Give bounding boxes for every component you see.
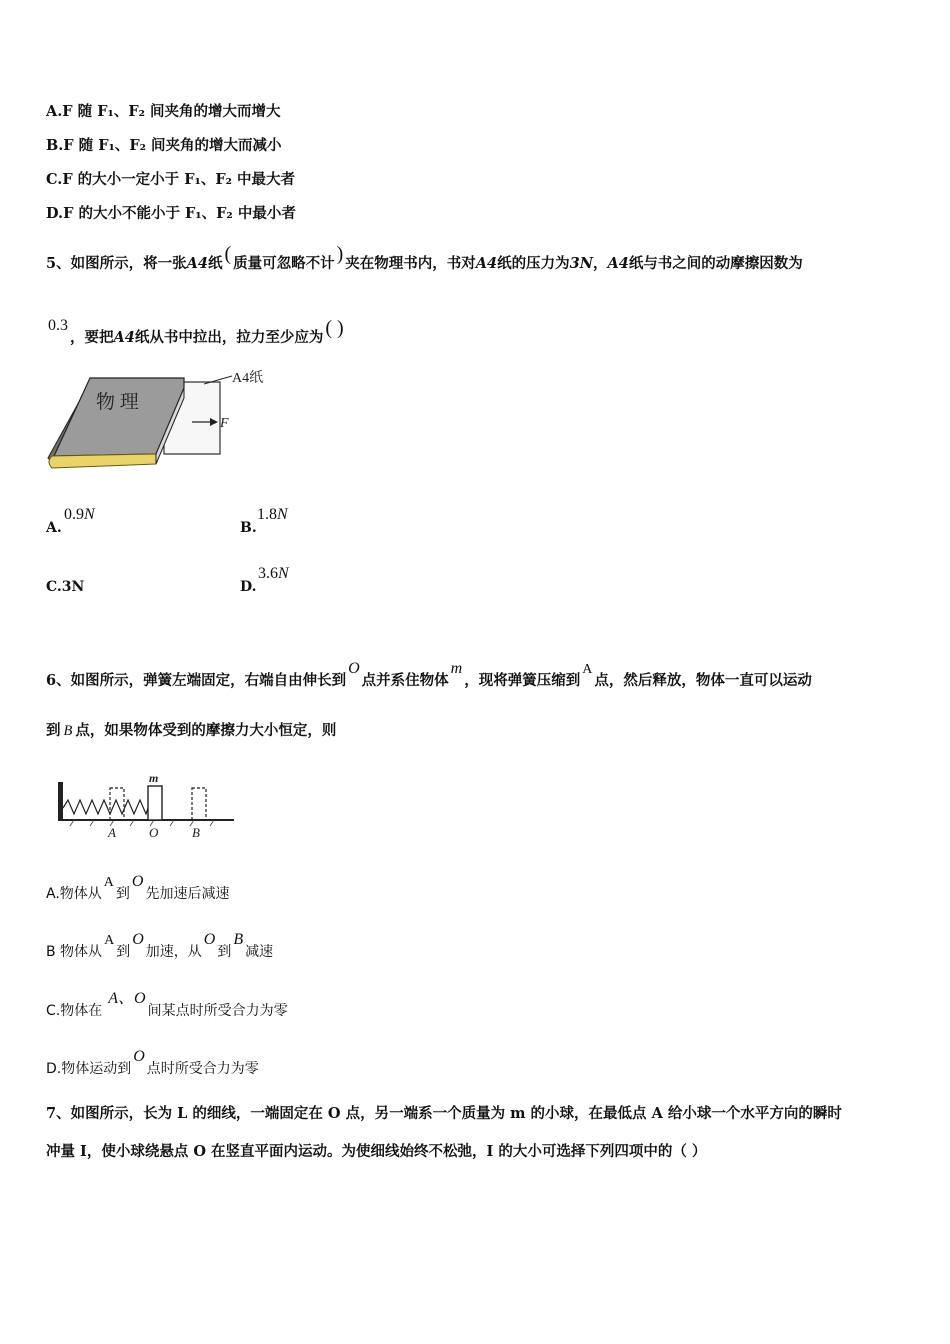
point-o-label: O bbox=[149, 825, 159, 840]
book-title: 物 理 bbox=[96, 392, 139, 413]
mass-label: m bbox=[149, 771, 159, 785]
q7-stem-line2: 冲量 I，使小球绕悬点 O 在竖直平面内运动。为使细线始终不松弛，I 的大小可选择下列四项中的（ ） bbox=[46, 1143, 707, 1160]
q5-option-b-value: 1.8N bbox=[257, 506, 288, 523]
spring-figure bbox=[44, 760, 244, 846]
q5-option-a-value: 0.9N bbox=[64, 506, 95, 523]
a4-label: A4纸 bbox=[232, 371, 264, 386]
q6-option-c: C.物体在A、O间某点时所受合力为零 bbox=[46, 990, 288, 1019]
block-at-b bbox=[192, 788, 206, 820]
q5-option-b-label: B. bbox=[240, 520, 257, 536]
q4-option-a: A.F 随 F₁、F₂ 间夹角的增大而增大 bbox=[46, 103, 281, 120]
point-a-label: A bbox=[108, 825, 116, 840]
q6-option-a: A.物体从A到O先加速后减速 bbox=[46, 873, 230, 902]
q6-stem-line1: 6、如图所示，弹簧左端固定，右端自由伸长到O点并系住物体m，现将弹簧压缩到A点，然后释放，物体一直可以运动 bbox=[46, 660, 812, 689]
book-figure bbox=[44, 364, 284, 476]
wall bbox=[58, 782, 63, 820]
spring bbox=[63, 800, 148, 814]
q5-option-d-label: D. bbox=[240, 579, 257, 595]
q6-option-b: B 物体从A到O加速，从O到B减速 bbox=[46, 931, 274, 960]
q5-stem-line2: 0.3，要把A4纸从书中拉出，拉力至少应为 ( ) bbox=[48, 317, 344, 346]
friction-coefficient: 0.3 bbox=[48, 317, 68, 334]
q5-stem-line1: 5、如图所示，将一张A4纸 ( 质量可忽略不计 ) 夹在物理书内，书对A4纸的压力为3N，A4纸与书之间的动摩擦因数为 bbox=[46, 243, 803, 272]
q5-option-c-label: C.3N bbox=[46, 579, 85, 595]
point-b-label: B bbox=[192, 825, 200, 840]
q5-option-d-value: 3.6N bbox=[258, 565, 289, 582]
q7-stem-line1: 7、如图所示，长为 L 的细线，一端固定在 O 点，另一端系一个质量为 m 的小球，在最低点 A 给小球一个水平方向的瞬时 bbox=[46, 1105, 842, 1122]
q4-option-d: D.F 的大小不能小于 F₁、F₂ 中最小者 bbox=[46, 205, 296, 222]
block-at-o bbox=[148, 786, 162, 820]
book-pages bbox=[49, 454, 156, 468]
q4-option-c: C.F 的大小一定小于 F₁、F₂ 中最大者 bbox=[46, 171, 296, 188]
q5-option-a-label: A. bbox=[46, 520, 62, 536]
q6-option-d: D.物体运动到O点时所受合力为零 bbox=[46, 1048, 259, 1077]
force-label: F bbox=[220, 416, 229, 431]
q6-stem-line2: 到 B 点，如果物体受到的摩擦力大小恒定，则 bbox=[46, 722, 337, 739]
q4-option-b: B.F 随 F₁、F₂ 间夹角的增大而减小 bbox=[46, 137, 282, 154]
